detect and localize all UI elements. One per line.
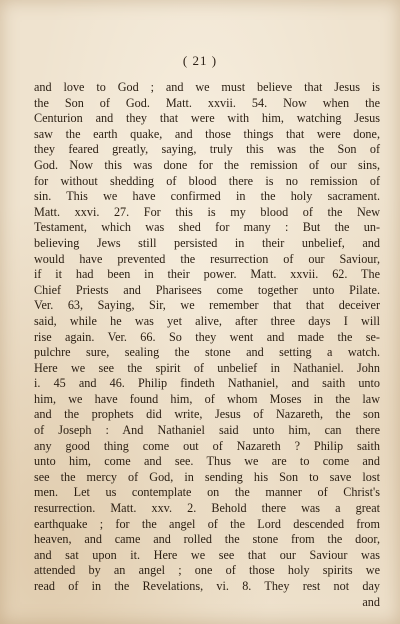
- text-line: pulchre sure, sealing the stone and setting a watch.: [34, 345, 380, 360]
- text-line: said, while he was yet alive, after three days I will: [34, 313, 380, 328]
- text-line: any good thing come out of Nazareth ? Philip saith: [34, 438, 380, 453]
- text-line: Centurion and they that were with him, watching Jesus: [34, 111, 380, 126]
- text-line: of Joseph : And Nathaniel said unto him, can there: [34, 423, 380, 438]
- text-line: Matt. xxvi. 27. For this is my blood of the New: [34, 204, 380, 219]
- text-line: see the mercy of God, in sending his Son to save lost: [34, 469, 380, 484]
- text-line: earthquake ; for the angel of the Lord descended from: [34, 516, 380, 531]
- text-line: and love to God ; and we must believe that Jesus is: [34, 80, 380, 94]
- text-line: Testament, which was shed for many : But the un-: [34, 220, 380, 235]
- text-line: rise again. Ver. 66. So they went and made the se-: [34, 329, 380, 344]
- text-line: attended by an angel ; one of those holy spirits we: [34, 563, 380, 578]
- page-number: ( 21 ): [182, 53, 218, 68]
- text-line: saw the earth quake, and those things that were done,: [34, 126, 380, 141]
- catchword: and: [362, 594, 380, 609]
- text-line: heaven, and came and rolled the stone from the door,: [34, 532, 380, 547]
- text-line: sin. This we have confirmed in the holy sacrament.: [34, 189, 380, 204]
- text-line: unto him, come and see. Thus we are to come and: [34, 454, 380, 469]
- text-line: for without shedding of blood there is no remission of: [34, 173, 380, 188]
- text-line: the Son of God. Matt. xxvii. 54. Now when the: [34, 95, 380, 110]
- text-line: would have prevented the resurrection of our Saviour,: [34, 251, 380, 266]
- text-line: and the prophets did write, Jesus of Nazareth, the son: [34, 407, 380, 422]
- text-line: God. Now this was done for the remission of our sins,: [34, 157, 380, 172]
- text-line: Ver. 63, Saying, Sir, we remember that that deceiver: [34, 298, 380, 313]
- text-line: believing Jews still persisted in their unbelief, and: [34, 235, 380, 250]
- body-text: [34, 80, 380, 610]
- text-line: if it had been in their power. Matt. xxvii. 62. The: [34, 267, 380, 282]
- text-line: men. Let us contemplate on the manner of Christ's: [34, 485, 380, 500]
- text-line: and sat upon it. Here we see that our Saviour was: [34, 547, 380, 562]
- text-line: Here we see the spirit of unbelief in Nathaniel. John: [34, 360, 380, 375]
- text-line: him, we have found him, of whom Moses in the law: [34, 391, 380, 406]
- text-line: read of in the Revelations, vi. 8. They rest not day: [34, 579, 380, 593]
- text-line: Chief Priests and Pharisees come together unto Pilate.: [34, 282, 380, 297]
- text-line: i. 45 and 46. Philip findeth Nathaniel, and saith unto: [34, 376, 380, 391]
- text-line: they feared greatly, saying, truly this was the Son of: [34, 142, 380, 157]
- text-line: resurrection. Matt. xxv. 2. Behold there was a great: [34, 501, 380, 516]
